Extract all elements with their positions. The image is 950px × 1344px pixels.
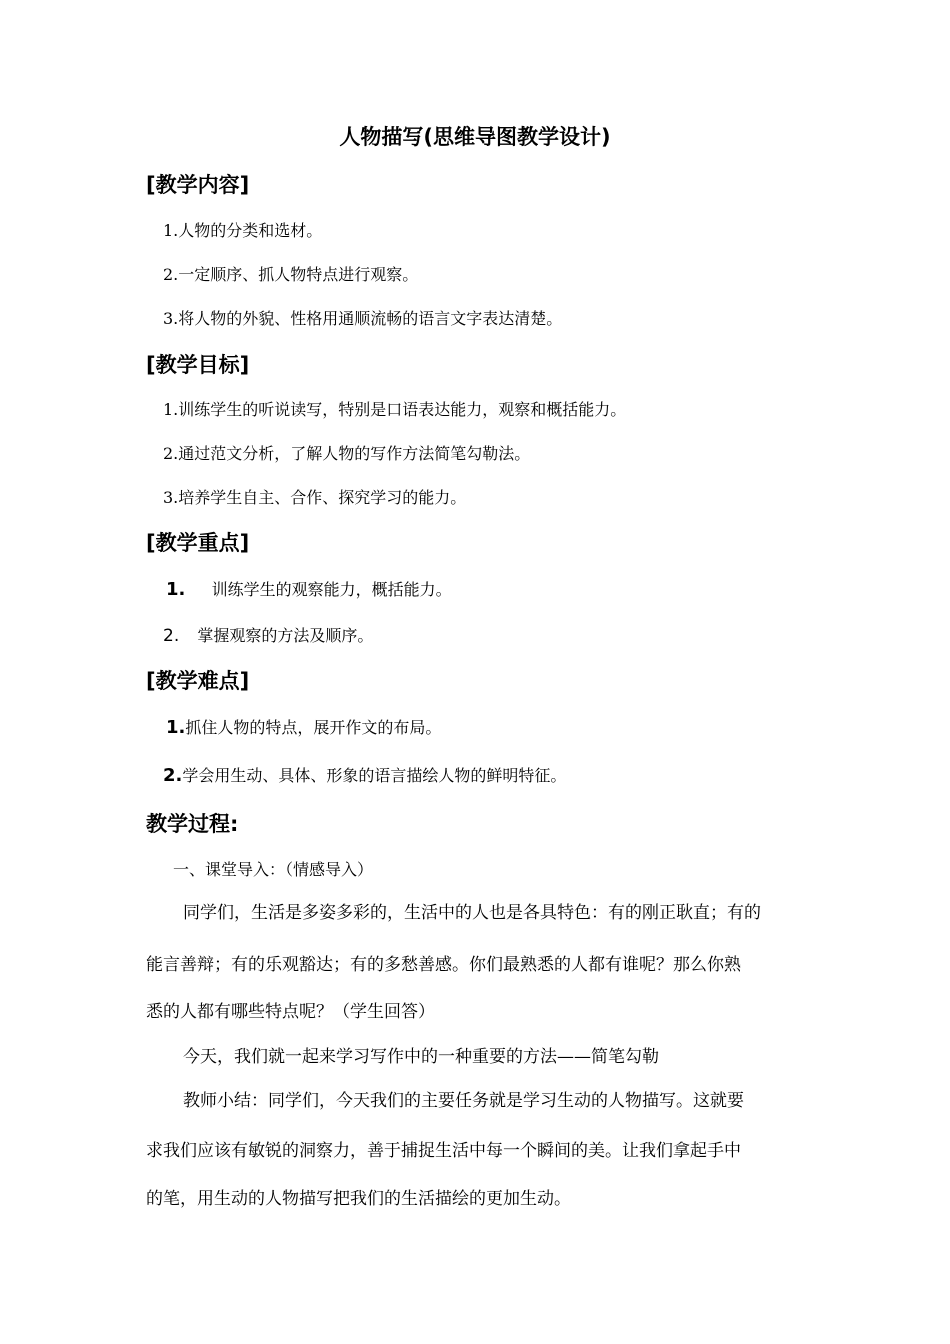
goal-item-1: 1.训练学生的听说读写，特别是口语表达能力，观察和概括能力。 xyxy=(163,400,627,419)
process-step-1-title: 一、课堂导入：（情感导入） xyxy=(173,860,374,879)
keypoint-text-1: 训练学生的观察能力，概括能力。 xyxy=(211,580,452,599)
difficulty-number-2: 2. xyxy=(163,765,183,786)
paragraph-3-line-3: 的笔，用生动的人物描写把我们的生活描绘的更加生动。 xyxy=(146,1189,571,1209)
keypoint-number-1: 1. xyxy=(166,579,186,600)
difficulty-text-1: 抓住人物的特点，展开作文的布局。 xyxy=(185,718,442,737)
heading-teaching-content: [教学内容] xyxy=(146,173,250,197)
paragraph-1-line-1: 同学们，生活是多姿多彩的，生活中的人也是各具特色：有的刚正耿直；有的 xyxy=(183,903,761,923)
keypoint-item-1 xyxy=(166,577,452,603)
goal-item-2: 2.通过范文分析，了解人物的写作方法简笔勾勒法。 xyxy=(163,444,531,463)
keypoint-item-2 xyxy=(163,623,373,649)
keypoint-text-2: 掌握观察的方法及顺序。 xyxy=(197,626,374,645)
heading-teaching-process: 教学过程: xyxy=(146,812,239,836)
content-item-1: 1.人物的分类和选材。 xyxy=(163,221,323,240)
content-item-3: 3.将人物的外貌、性格用通顺流畅的语言文字表达清楚。 xyxy=(163,309,563,328)
paragraph-2: 今天，我们就一起来学习写作中的一种重要的方法——简笔勾勒 xyxy=(183,1047,659,1067)
difficulty-item-2 xyxy=(163,763,566,789)
paragraph-3-line-1: 教师小结：同学们，今天我们的主要任务就是学习生动的人物描写。这就要 xyxy=(183,1091,744,1111)
paragraph-3-line-2: 求我们应该有敏锐的洞察力，善于捕捉生活中每一个瞬间的美。让我们拿起手中 xyxy=(146,1141,741,1161)
goal-item-3: 3.培养学生自主、合作、探究学习的能力。 xyxy=(163,488,467,507)
paragraph-1-line-2: 能言善辩；有的乐观豁达；有的多愁善感。你们最熟悉的人都有谁呢？那么你熟 xyxy=(146,955,741,975)
heading-teaching-goals: [教学目标] xyxy=(146,353,250,377)
difficulty-number-1: 1. xyxy=(166,717,186,738)
content-item-2: 2.一定顺序、抓人物特点进行观察。 xyxy=(163,265,419,284)
heading-key-points: [教学重点] xyxy=(146,531,250,555)
paragraph-1-line-3: 悉的人都有哪些特点呢？（学生回答） xyxy=(146,1002,435,1022)
keypoint-number-2: 2. xyxy=(163,626,180,646)
difficulty-text-2: 学会用生动、具体、形象的语言描绘人物的鲜明特征。 xyxy=(182,766,567,785)
document-title: 人物描写(思维导图教学设计) xyxy=(339,125,611,149)
heading-difficulties: [教学难点] xyxy=(146,669,250,693)
difficulty-item-1 xyxy=(166,715,441,741)
